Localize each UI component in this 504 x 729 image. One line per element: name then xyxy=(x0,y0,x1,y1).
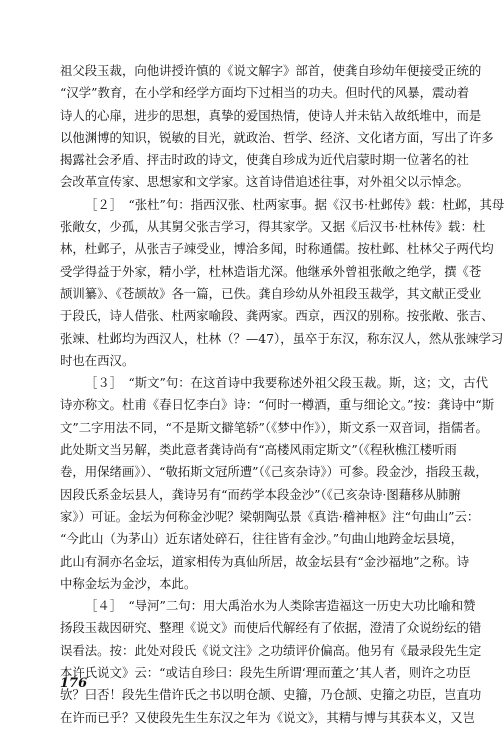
page-number: 176 xyxy=(60,676,88,691)
text-line: 卷，用保绪画》）、“敬拓斯文冠所遭”（《己亥杂诗》）可参。段金沙，指段玉裁， xyxy=(60,464,488,480)
text-line: ［４］ “导河”二句：用大禹治水为人类除害造福这一历史大功比喻和赞 xyxy=(85,598,476,614)
text-line: 欤？曰否！段先生借许氏之书以明仓颉、史籀，乃仓颉、史籀之功臣，岂直功 xyxy=(60,687,482,703)
text-line: “今此山（为茅山）近东诸处碎石，往往皆有金沙。”句曲山地跨金坛县境， xyxy=(60,531,463,547)
text-line: 林，杜邺子，从张吉子竦受业，博洽多闻，时称通儒。按杜邺、杜林父子两代均 xyxy=(60,241,494,257)
text-line: 以他渊博的知识，锐敏的目光，就政治、哲学、经济、文化诸方面，写出了许多 xyxy=(60,129,494,145)
text-line: 会改革宣传家、思想家和文学家。这首诗借追述往事，对外祖父以示悼念。 xyxy=(60,174,469,190)
text-line: 张竦、杜邺均为西汉人，杜林（？—47），虽卒于东汉，称东汉人，然从张竦学习 xyxy=(60,330,504,346)
text-line: 扬段玉裁因研究、整理《说文》而使后代解经有了依据，澄清了众说纷纭的错 xyxy=(60,620,482,636)
text-line: 因段氏系金坛县人，龚诗另有“而药学本段金沙”（《己亥杂诗·图藉移从肺腑 xyxy=(60,486,461,502)
text-line: 此处斯文当另解，类此意者龚诗尚有“高楼风雨定斯文”（《程秋樵江楼听雨 xyxy=(60,442,457,458)
text-line: ［２］ “张杜”句：指西汉张、杜两家事。据《汉书·杜邺传》载：杜邺，其母 xyxy=(85,196,504,212)
text-line: 祖父段玉裁，向他讲授许慎的《说文解字》部首，使龚自珍幼年便接受正统的 xyxy=(60,63,482,78)
text-line: 颉训纂》、《苍颉故》各一篇，已佚。龚自珍幼从外祖段玉裁学，其文献正受业 xyxy=(60,285,482,301)
text-line: 中称金坛为金沙，本此。 xyxy=(60,575,197,591)
text-line: 此山有洞亦名金坛，道家相传为真仙所居，故金坛县有“金沙福地”之称。诗 xyxy=(60,553,470,569)
text-line: 家》）可证。金坛为何称金沙呢？梁朝陶弘景《真诰·稽神枢》注“句曲山”云： xyxy=(60,508,480,524)
text-line: 误看法。按：此处对段氏《说文注》之功绩评价偏高。他另有《最录段先生定 xyxy=(60,642,482,658)
text-line: “汉学”教育，在小学和经学方面均下过相当的功夫。但时代的风暴，震动着 xyxy=(60,85,470,101)
text-line: ［３］ “斯文”句：在这首诗中我要称述外祖父段玉裁。斯，这；文，古代 xyxy=(85,375,488,391)
text-line: 诗亦称文。杜甫《春日忆李白》诗：“何时一樽酒，重与细论文。”按：龚诗中“斯 xyxy=(60,397,495,413)
text-line: 于段氏，诗人借张、杜两家喻段、龚两家。西京，西汉的别称。按张敞、张吉、 xyxy=(60,308,494,324)
text-line: 本许氏说文》云：“或诘自珍曰：段先生所谓‘理而董之’其人者，则许之功臣 xyxy=(60,665,471,681)
text-line: 文”二字用法不同，“不是斯文擗笔轿”（《梦中作》），斯文系一双音词，指儒者。 xyxy=(60,419,488,435)
text-line: 张敞女，少孤，从其舅父张吉学习，得其家学。又据《后汉书·杜林传》载：杜 xyxy=(60,219,486,235)
text-line: 时也在西汉。 xyxy=(60,352,135,368)
text-line: 诗人的心扉，进步的思想，真挚的爱国热情，使诗人并未钻入故纸堆中，而是 xyxy=(60,107,482,123)
text-line: 受学得益于外家，精小学，杜林造诣尤深。他继承外曾祖张敞之绝学，撰《苍 xyxy=(60,263,482,279)
text-line: 揭露社会矛盾、抨击时政的诗文，使龚自珍成为近代启蒙时期一位著名的社 xyxy=(60,152,469,168)
text-line: 在许而已乎？又使段先生生东汉之年为《说文》，其精与博与其获本义，又岂 xyxy=(60,709,476,725)
body-text xyxy=(60,60,504,729)
